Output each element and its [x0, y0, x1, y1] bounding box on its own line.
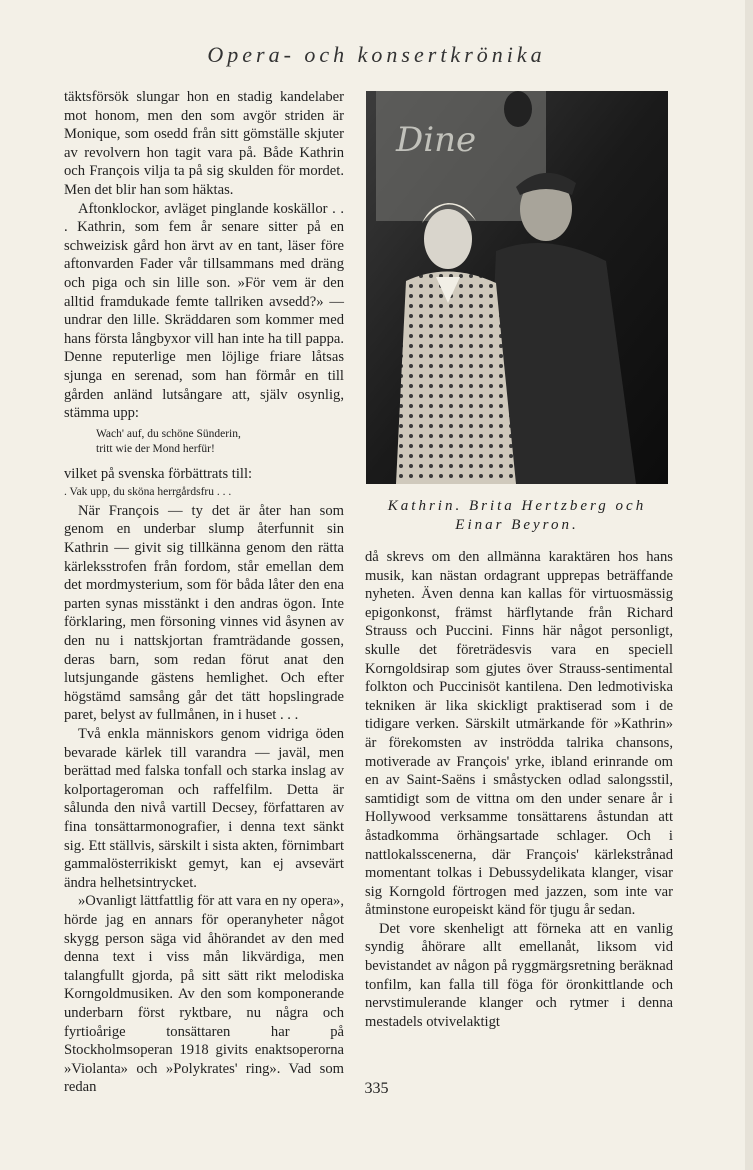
- left-column: [64, 88, 344, 1097]
- caption-line: Einar Beyron.: [455, 517, 579, 533]
- photo-caption: [366, 497, 668, 535]
- poem-line: tritt wie der Mond herfür!: [96, 442, 215, 455]
- translation-intro: vilket på svenska förbättrats till:: [64, 465, 253, 482]
- paragraph: Aftonklockor, avläget pinglande koskällor . . . Kathrin, som fem år senare sitter på en schweizisk gård hon ärvt av en tant, läser före aftonvarden Fader vår tillsammans med dräng och piga och sin lille son. »För vem är den alltid framdukade femte tallriken avsedd?» — undrar den lille. Skräddaren som kommer med hans första långbyxor vill han inte ha till pappa. Denne reputerlige men löjlige friare låtsas sjunga en serenad, som han förmår en till gården anländ lutsångare att, själv osynlig, stämma upp:: [64, 200, 344, 422]
- paragraph: Det vore skenheligt att förneka att en vanlig syndig åhörare allt emellanåt, liksom vid bevistandet av någon på ryggmärgsretning beräknad tonfilm, kan falla till föga för öronkittlande och nervstimulerande klanger och rytmer i denna mestadels otvivelaktigt: [365, 920, 673, 1030]
- translation-quote: . Vak upp, du sköna herrgårdsfru . . .: [64, 486, 232, 499]
- caption-line: Kathrin. Brita Hertzberg och: [387, 498, 647, 514]
- paragraph: Två enkla människors genom vidriga öden bevarade kärlek till varandra — javäl, men berättad med falska tonfall och starka inslag av kolportageroman och raffelfilm. Detta är sålunda den nivå vartill Decsey, författaren av fina tonsättarmonografier, i denna text sänkt sig. Ett ställvis, särskilt i sista akten, förnimbart gammalösterrikiskt gemyt, kan ej avsevärt ändra helhetsintrycket.: [64, 726, 344, 891]
- paragraph: då skrevs om den allmänna karaktären hos hans musik, kan nästan ordagrant upprepas beträffande nyheten. Även denna kan kallas för virtuosmässig epigonkonst, främst härflytande från Richard Strauss och Puccini. Finns här något personligt, skulle det företrädesvis vara en speciell Korngoldsirap som gjutes över Strauss-sentimental folkton och Puccinisöt kantilena. Den ledmotiviska tekniken är lika skickligt praktiserad som i de tidigare verken. Särskilt utmärkande för »Kathrin» är förekomsten av inströdda talrika chansons, motiverade av François' yrke, ibland erinrande om en av Saint-Saëns i småstycken odlad salongsstil, samtidigt som de vittna om den under senare år i Hollywood verksamme tonsättarens åstundan att åstadkomma örhängsartade schlager. Och i nattlokalsscenerna, där François' kärlekstrånad momentant tolkas i Debussydelikata klanger, visar sig Korngold förtrogen med jazzen, som inte var åtminstone europeiskt känd för tjugu år sedan.: [365, 549, 673, 919]
- german-poem: [96, 427, 344, 457]
- paragraph: »Ovanligt lättfattlig för att vara en ny opera», hörde jag en annars för operanyheter något skygg person säga vid åhörandet av den med denna text i viss mån likvärdiga, men talangfullt gjorda, på sitt sätt rikt melodiska Korngoldmusiken. Av den som komponerande underbarn först ryktbare, nu några och fyrtioårige tonsättaren har på Stockholmsoperan 1918 givits enaktsoperorna »Violanta» och »Polykrates' ring». Vad som redan: [64, 893, 344, 1096]
- stage-photograph: [366, 91, 668, 484]
- svg-text:Dine: Dine: [396, 120, 477, 160]
- paragraph: täktsförsök slungar hon en stadig kandelaber mot honom, men den som avgör striden är Monique, som osedd från sitt gömställe skjuter av revolvern hon tagit vara på. Både Kathrin och François vilja ta på sig skulden för mordet. Men det blir han som häktas.: [64, 89, 344, 198]
- paragraph: När François — ty det är åter han som genom en underbar slump återfunnit sin Kathrin — givit sig tillkänna genom den rätta kärleksstrofen från fordom, står emellan dem det mordmysterium, som för båda låter den ena parten synas misstänkt i den andras ögon. Inte förklaring, men försoning vinnes vid åsynen av den nu i nattskjortan framträdande gossen, deras barn, som redan förut anat den lutsjungande gästens hemlighet. Och efter högstämd samsång går det tätt hopslingrade paret, belyst av fullmånen, in i huset . . .: [64, 502, 344, 724]
- page-number: 335: [364, 1080, 389, 1097]
- right-column: [365, 548, 673, 1031]
- page-header: Opera- och konsertkrönika: [207, 42, 546, 67]
- poem-line: Wach' auf, du schöne Sünderin,: [96, 427, 241, 440]
- page-edge: [745, 0, 753, 1170]
- photo-illustration: [366, 91, 668, 484]
